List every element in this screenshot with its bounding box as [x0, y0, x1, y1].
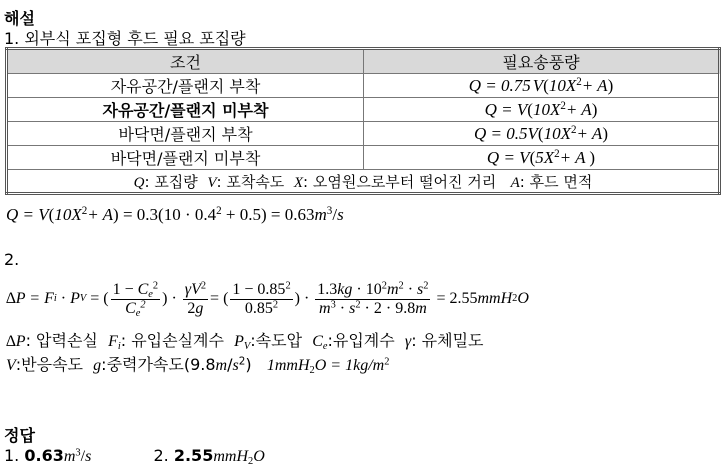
col-header-airflow: 필요송풍량	[364, 49, 720, 74]
section2-number: 2.	[4, 250, 20, 269]
answer1-value: 0.63	[24, 446, 64, 465]
table-row	[7, 98, 720, 122]
table-row	[7, 122, 720, 146]
table-header-row	[7, 49, 720, 74]
table-row	[7, 74, 720, 98]
condition-cell: 자유공간/플랜지 부착	[7, 74, 364, 98]
answer-heading: 정답	[4, 426, 35, 445]
formula-cell: $Q = V(10X^2+ A)$	[364, 98, 720, 122]
section2-legend-line2: V:반응속도 g:중력가속도$(9.8m/s^2)$ $1mmH_2O = 1kg/m^2$	[6, 355, 390, 377]
section1-calculation: $Q = V(10X^2+ A) = 0.3(10 \cdot 0.4^2 + 0.5) = 0.63m^3/s$	[6, 204, 344, 224]
condition-cell: 바닥면/플랜지 미부착	[7, 146, 364, 170]
section1-title: 1. 외부식 포집형 후드 필요 포집량	[4, 29, 246, 48]
table-legend: Q: 포집량 V: 포착속도 X: 오염원으로부터 떨어진 거리 A: 후드 면적	[7, 170, 720, 194]
answer2-number: 2.	[153, 446, 169, 465]
table-legend-row	[7, 170, 720, 194]
section2-legend-line1: ∆P: 압력손실 $F_i$: 유입손실계수 $P_V$:속도압 $C_e$:유입계수 γ: 유체밀도	[6, 331, 484, 353]
col-header-condition: 조건	[7, 49, 364, 74]
answer2-value: 2.55	[173, 446, 214, 465]
condition-cell: 바닥면/플랜지 부착	[7, 122, 364, 146]
section2-equation: ∆ P = F i · P V = ( $\frac{1 - C_e^2}{C_e^2}$ ) · $\frac{\gamma V^2}{2g}$ = ( $\frac{1 - 0.85^2}{0.85^2}$ ) · $\frac{1.3kg \cdot 10^2m^2 \cdot s^2}{m^3 \cdot s^2 \cdot 2 \cdot 9.8m}$ = 2.55 mmH 2 O	[6, 279, 529, 319]
formula-cell: Q = 0.75 $V(10X^2+ A)$	[364, 74, 720, 98]
formula-cell: $Q = 0.5V(10X^2+ A)$	[364, 122, 720, 146]
explanation-heading: 해설	[4, 9, 35, 28]
table-row	[7, 146, 720, 170]
answer1-number: 1.	[4, 446, 20, 465]
airflow-table	[5, 47, 721, 195]
formula-cell: $Q = V(5X^2+ A$ )	[364, 146, 720, 170]
condition-cell: 자유공간/플랜지 미부착	[7, 98, 364, 122]
answer-line: 1. $0.63m^3/s$ 2. 2.55mmH$_2$O	[4, 446, 265, 468]
